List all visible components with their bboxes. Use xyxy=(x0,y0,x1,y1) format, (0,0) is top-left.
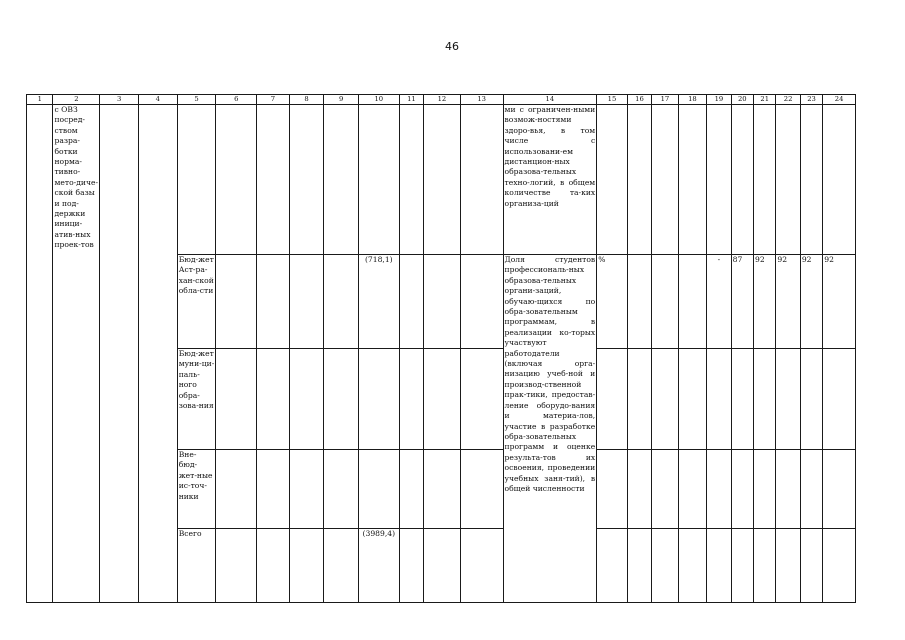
cell-col12 xyxy=(424,450,461,529)
cell-col23 xyxy=(800,105,822,255)
cell-col24 xyxy=(823,349,856,450)
col-header-7: 7 xyxy=(257,95,290,105)
value-col23: 92 xyxy=(800,255,822,349)
cell-col18 xyxy=(678,349,707,450)
unit-of-measure: % xyxy=(597,255,628,349)
cell-col19 xyxy=(707,349,731,450)
cell-col17 xyxy=(652,105,678,255)
cell-col16 xyxy=(627,529,651,603)
col-header-20: 20 xyxy=(731,95,753,105)
cell-col11 xyxy=(399,105,423,255)
value-col24: 92 xyxy=(823,255,856,349)
cell-col23 xyxy=(800,349,822,450)
value-col19: - xyxy=(707,255,731,349)
cell-col22 xyxy=(776,349,800,450)
cell-col21 xyxy=(754,450,776,529)
cell-col11 xyxy=(399,349,423,450)
cell-col13 xyxy=(460,255,503,349)
cell-col10 xyxy=(358,349,399,450)
cell-col13 xyxy=(460,105,503,255)
col-header-11: 11 xyxy=(399,95,423,105)
table-row xyxy=(27,105,856,255)
cell-col8 xyxy=(289,450,324,529)
cell-col8 xyxy=(289,529,324,603)
cell-col10 xyxy=(358,450,399,529)
col-header-1: 1 xyxy=(27,95,53,105)
indicator-text-continued: ми с ограничен-ными возмож-ностями здоро-вья, в том числе с использовани-ем дистанцион-ных образова-тельных техно-логий, в общем количестве та-ких организа-ций xyxy=(503,105,597,255)
cell-col7 xyxy=(257,255,290,349)
cell-col7 xyxy=(257,105,290,255)
cell-col21 xyxy=(754,105,776,255)
col-header-18: 18 xyxy=(678,95,707,105)
cell-col6 xyxy=(216,349,257,450)
value-col21: 92 xyxy=(754,255,776,349)
cell-col13 xyxy=(460,349,503,450)
cell-col19 xyxy=(707,105,731,255)
cell-col10 xyxy=(358,105,399,255)
cell-col5 xyxy=(177,105,216,255)
col-header-13: 13 xyxy=(460,95,503,105)
col-header-9: 9 xyxy=(324,95,359,105)
cell-col22 xyxy=(776,529,800,603)
col-header-22: 22 xyxy=(776,95,800,105)
cell-col22 xyxy=(776,450,800,529)
cell-col18 xyxy=(678,105,707,255)
cell-col6 xyxy=(216,450,257,529)
cell-col18 xyxy=(678,529,707,603)
cell-col24 xyxy=(823,529,856,603)
column-number-row xyxy=(27,95,856,105)
cell-col12 xyxy=(424,105,461,255)
cell-col7 xyxy=(257,450,290,529)
col-header-17: 17 xyxy=(652,95,678,105)
cell-col16 xyxy=(627,255,651,349)
cell-col18 xyxy=(678,255,707,349)
col-header-3: 3 xyxy=(100,95,139,105)
source-total: Всего xyxy=(177,529,216,603)
cell-col19 xyxy=(707,529,731,603)
cell-col24 xyxy=(823,450,856,529)
cell-col13 xyxy=(460,450,503,529)
col-header-8: 8 xyxy=(289,95,324,105)
cell-col20 xyxy=(731,349,753,450)
cell-col9 xyxy=(324,255,359,349)
cell-col7 xyxy=(257,349,290,450)
cell-col16 xyxy=(627,450,651,529)
col-header-24: 24 xyxy=(823,95,856,105)
cell-col4 xyxy=(139,105,178,603)
activity-description: с ОВЗ посред-ством разра-ботки норма-тивно-мето-диче-ской базы и под-держки иници-атив-ных проек-тов xyxy=(53,105,100,603)
cell-col15 xyxy=(597,349,628,450)
cell-col22 xyxy=(776,105,800,255)
amount-budget-region: (718,1) xyxy=(358,255,399,349)
cell-col15 xyxy=(597,450,628,529)
value-col20: 87 xyxy=(731,255,753,349)
cell-col9 xyxy=(324,349,359,450)
col-header-16: 16 xyxy=(627,95,651,105)
col-header-14: 14 xyxy=(503,95,597,105)
indicator-text: Доля студентов профессиональ-ных образова-тельных органи-заций, обучаю-щихся по обра-зовательным программам, в реализации ко-торых участвуют работодатели (включая орга-низацию учеб-ной и производ-ственной прак-тики, предостав-ление оборудо-вания и материа-лов, участие в разработке обра-зовательных программ и оценке результа-тов их освоения, проведении учебных заня-тий), в общей численности xyxy=(503,255,597,603)
cell-col17 xyxy=(652,450,678,529)
cell-col9 xyxy=(324,105,359,255)
cell-col9 xyxy=(324,450,359,529)
cell-col6 xyxy=(216,529,257,603)
col-header-12: 12 xyxy=(424,95,461,105)
cell-col8 xyxy=(289,105,324,255)
cell-col6 xyxy=(216,255,257,349)
cell-col17 xyxy=(652,349,678,450)
cell-col8 xyxy=(289,349,324,450)
cell-col12 xyxy=(424,529,461,603)
source-extra-budget: Вне-бюд-жет-ные ис-точ-ники xyxy=(177,450,216,529)
cell-col11 xyxy=(399,529,423,603)
col-header-10: 10 xyxy=(358,95,399,105)
cell-col7 xyxy=(257,529,290,603)
cell-col9 xyxy=(324,529,359,603)
cell-col13 xyxy=(460,529,503,603)
cell-col20 xyxy=(731,529,753,603)
cell-col18 xyxy=(678,450,707,529)
cell-col23 xyxy=(800,529,822,603)
cell-col15 xyxy=(597,529,628,603)
amount-total: (3989,4) xyxy=(358,529,399,603)
cell-col3 xyxy=(100,105,139,603)
cell-col15 xyxy=(597,105,628,255)
cell-col16 xyxy=(627,349,651,450)
cell-col24 xyxy=(823,105,856,255)
cell-col1 xyxy=(27,105,53,603)
cell-col11 xyxy=(399,450,423,529)
cell-col21 xyxy=(754,349,776,450)
col-header-5: 5 xyxy=(177,95,216,105)
cell-col6 xyxy=(216,105,257,255)
col-header-23: 23 xyxy=(800,95,822,105)
value-col22: 92 xyxy=(776,255,800,349)
cell-col20 xyxy=(731,450,753,529)
col-header-19: 19 xyxy=(707,95,731,105)
cell-col16 xyxy=(627,105,651,255)
col-header-21: 21 xyxy=(754,95,776,105)
col-header-15: 15 xyxy=(597,95,628,105)
col-header-4: 4 xyxy=(139,95,178,105)
col-header-6: 6 xyxy=(216,95,257,105)
cell-col20 xyxy=(731,105,753,255)
cell-col23 xyxy=(800,450,822,529)
cell-col8 xyxy=(289,255,324,349)
cell-col21 xyxy=(754,529,776,603)
cell-col17 xyxy=(652,255,678,349)
data-table xyxy=(26,94,856,603)
cell-col11 xyxy=(399,255,423,349)
cell-col19 xyxy=(707,450,731,529)
cell-col12 xyxy=(424,349,461,450)
source-budget-municipal: Бюд-жет муни-ци-паль-ного обра-зова-ния xyxy=(177,349,216,450)
page-number: 46 xyxy=(445,40,459,53)
col-header-2: 2 xyxy=(53,95,100,105)
cell-col12 xyxy=(424,255,461,349)
source-budget-region: Бюд-жет Аст-ра-хан-ской обла-сти xyxy=(177,255,216,349)
cell-col17 xyxy=(652,529,678,603)
